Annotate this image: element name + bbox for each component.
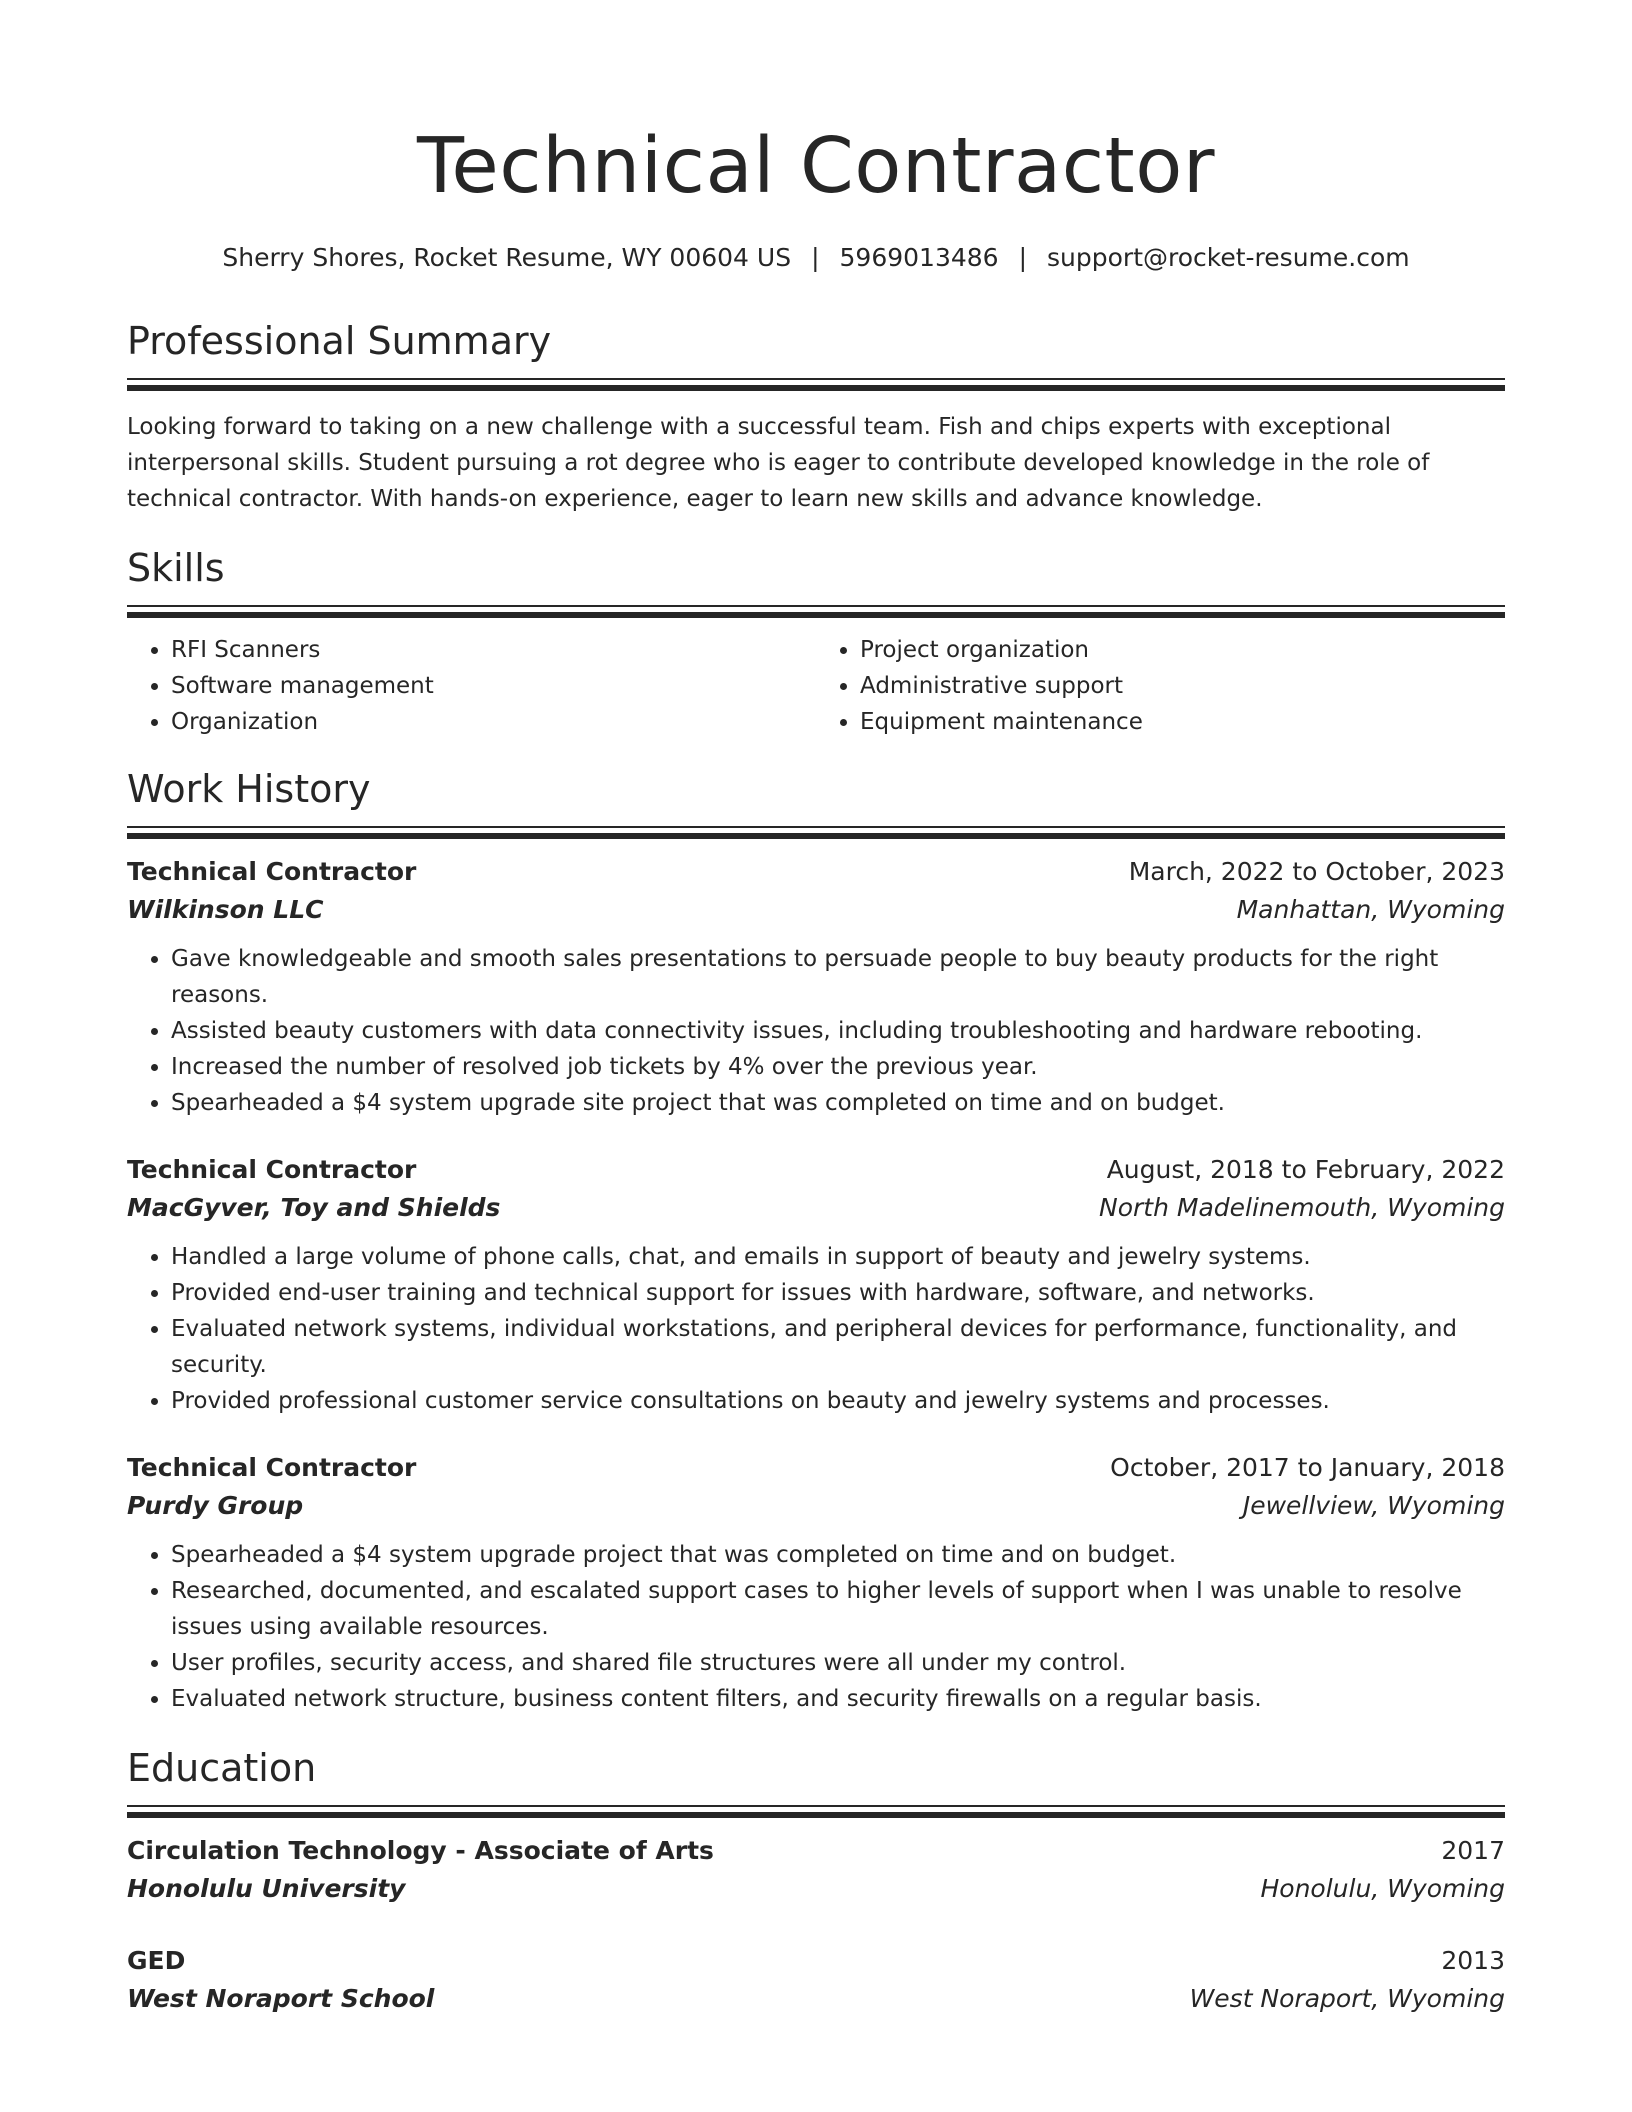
contact-separator: |	[1018, 243, 1028, 272]
job-title: Technical Contractor	[127, 1453, 417, 1482]
work-section	[127, 764, 1505, 1717]
education-location: Honolulu, Wyoming	[1260, 1874, 1505, 1903]
job-bullet: • Evaluated network systems, individual workstations, and peripheral devices for performance, functionality, and security.	[171, 1311, 1505, 1383]
job-location: North Madelinemouth, Wyoming	[1099, 1193, 1505, 1222]
contact-separator: |	[811, 243, 820, 272]
section-divider	[127, 378, 1505, 391]
education-year: 2013	[1441, 1946, 1505, 1975]
education-school: Honolulu University	[127, 1874, 406, 1903]
resume-name: Technical Contractor	[416, 122, 1216, 211]
education-entry	[127, 1832, 1505, 1908]
summary-text: Looking forward to taking on a new challenge with a successful team. Fish and chips experts with exceptional interpersonal skills. Student pursuing a rot degree who is eager to contribute developed knowledge in the role of technical contractor. With hands-on experience, eager to learn new skills and advance knowledge.	[127, 414, 1430, 512]
job-company: Wilkinson LLC	[127, 895, 324, 924]
education-entry	[127, 1942, 1505, 2018]
skills-grid	[127, 632, 1505, 740]
skills-section	[127, 543, 1505, 740]
skill-item: • Administrative support	[860, 668, 1505, 704]
education-section	[127, 1743, 1505, 2018]
job-title: Technical Contractor	[127, 857, 417, 886]
section-title-work: Work History	[127, 767, 371, 811]
skill-item: • Organization	[171, 704, 816, 740]
job-location: Manhattan, Wyoming	[1236, 895, 1505, 924]
education-degree: Circulation Technology - Associate of Arts	[127, 1836, 714, 1865]
job-bullet: • Provided professional customer service consultations on beauty and jewelry systems and processes.	[171, 1383, 1505, 1419]
job-company: MacGyver, Toy and Shields	[127, 1193, 501, 1222]
contact-address: Sherry Shores, Rocket Resume, WY 00604 US	[222, 243, 792, 272]
job-bullet: • Provided end-user training and technical support for issues with hardware, software, and networks.	[171, 1275, 1505, 1311]
contact-line	[127, 240, 1505, 276]
job-entry	[127, 1151, 1505, 1419]
job-company: Purdy Group	[127, 1491, 304, 1520]
job-bullet: • Evaluated network structure, business content filters, and security firewalls on a regular basis.	[171, 1681, 1505, 1717]
skill-item: • Software management	[171, 668, 816, 704]
job-bullet: • Spearheaded a $4 system upgrade site project that was completed on time and on budget.	[171, 1085, 1505, 1121]
education-degree: GED	[127, 1946, 186, 1975]
contact-email: support@rocket-resume.com	[1047, 243, 1410, 272]
job-title: Technical Contractor	[127, 1155, 417, 1184]
contact-phone: 5969013486	[839, 243, 999, 272]
job-dates: August, 2018 to February, 2022	[1106, 1155, 1505, 1184]
job-bullets	[127, 1537, 1505, 1717]
job-bullet: • Researched, documented, and escalated support cases to higher levels of support when I was unable to resolve issues using available resources.	[171, 1573, 1505, 1645]
job-bullet: • Increased the number of resolved job tickets by 4% over the previous year.	[171, 1049, 1505, 1085]
job-bullet: • Handled a large volume of phone calls, chat, and emails in support of beauty and jewelry systems.	[171, 1239, 1505, 1275]
skills-list-left	[127, 632, 816, 740]
skill-item: • Equipment maintenance	[860, 704, 1505, 740]
section-divider	[127, 605, 1505, 618]
job-bullet: • Spearheaded a $4 system upgrade project that was completed on time and on budget.	[171, 1537, 1505, 1573]
summary-section	[127, 316, 1505, 517]
education-school: West Noraport School	[127, 1984, 435, 2013]
section-divider	[127, 1805, 1505, 1818]
job-entry	[127, 853, 1505, 1121]
job-dates: October, 2017 to January, 2018	[1110, 1453, 1505, 1482]
skill-item: • RFI Scanners	[171, 632, 816, 668]
section-title-skills: Skills	[127, 546, 225, 590]
job-location: Jewellview, Wyoming	[1242, 1491, 1505, 1520]
skill-item: • Project organization	[860, 632, 1505, 668]
education-location: West Noraport, Wyoming	[1189, 1984, 1505, 2013]
job-bullets	[127, 1239, 1505, 1419]
section-title-summary: Professional Summary	[127, 319, 552, 363]
job-bullet: • User profiles, security access, and shared file structures were all under my control.	[171, 1645, 1505, 1681]
section-title-education: Education	[127, 1746, 317, 1790]
job-bullet: • Gave knowledgeable and smooth sales presentations to persuade people to buy beauty products for the right reasons.	[171, 941, 1505, 1013]
job-bullet: • Assisted beauty customers with data connectivity issues, including troubleshooting and hardware rebooting.	[171, 1013, 1505, 1049]
job-dates: March, 2022 to October, 2023	[1128, 857, 1505, 886]
job-bullets	[127, 941, 1505, 1121]
job-entry	[127, 1449, 1505, 1717]
education-year: 2017	[1441, 1836, 1505, 1865]
section-divider	[127, 826, 1505, 839]
skills-list-right	[816, 632, 1505, 740]
